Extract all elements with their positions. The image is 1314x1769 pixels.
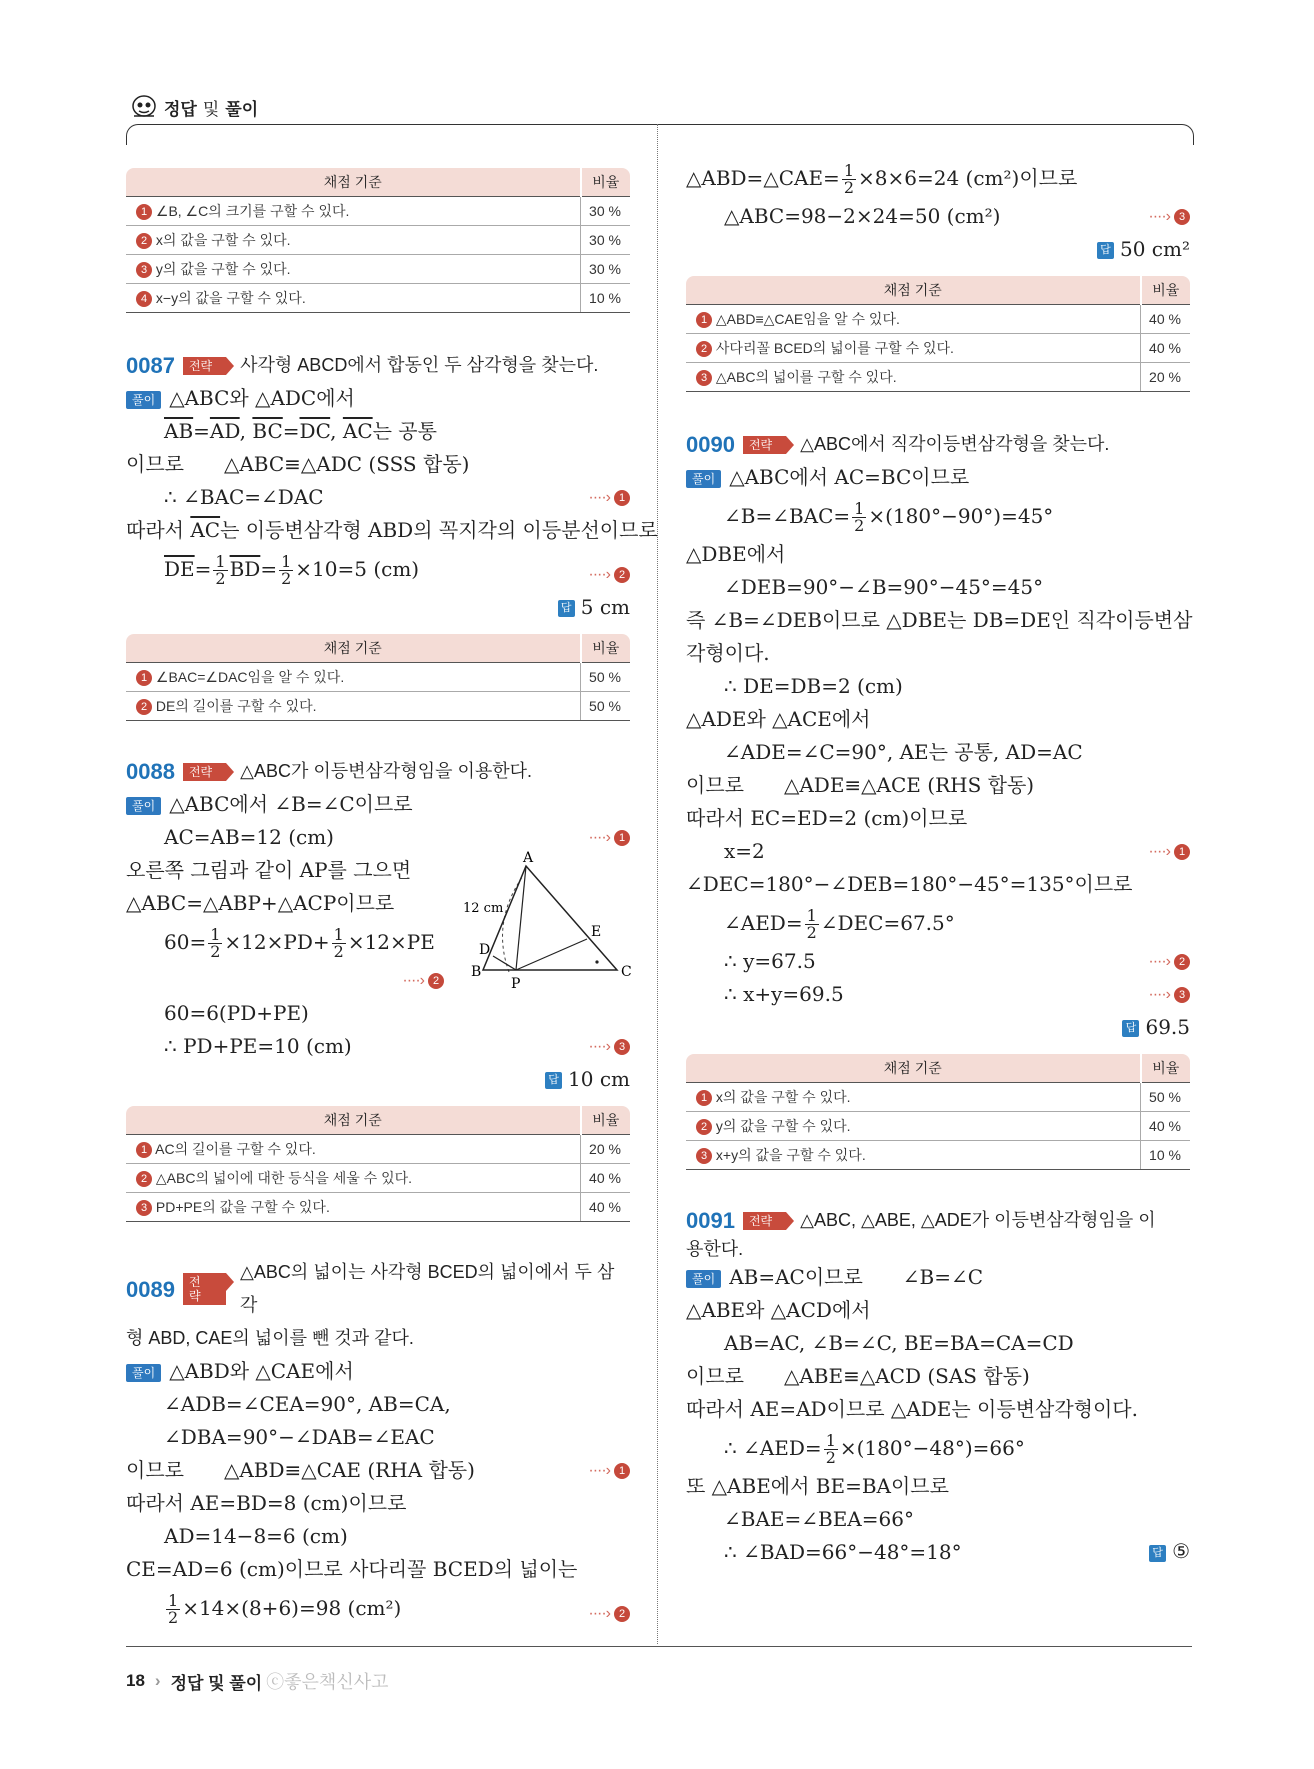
problem-number: 0091 (686, 1208, 735, 1233)
header-title-3: 풀이 (225, 99, 259, 119)
column-divider (657, 124, 658, 1644)
solution-line: 이므로 △ABC≡△ADC (SSS 합동) (126, 452, 470, 476)
table-row: 2 사다리꼴 BCED의 넓이를 구할 수 있다. 40 % (686, 334, 1190, 363)
chevron-right-icon: › (154, 1671, 161, 1690)
scoring-header: 채점 기준 (686, 276, 1141, 305)
scoring-table-0090 (686, 1054, 1190, 1170)
table-row: 1 x의 값을 구할 수 있다. 50 % (686, 1083, 1190, 1112)
criterion-text: y의 값을 구할 수 있다. (155, 261, 291, 277)
length-label: 12 cm (463, 901, 504, 916)
solution-line: ∴ DE=DB=2 (cm) (724, 674, 903, 698)
ratio-header: 비율 (1141, 276, 1191, 305)
answer-icon: 답 (545, 1072, 562, 1089)
solution-line: AD=14−8=6 (cm) (164, 1524, 348, 1548)
table-row (126, 255, 630, 284)
solution-line: ∠ADB=∠CEA=90°, AB=CA, (164, 1392, 451, 1416)
solution-line: ∠B=∠BAC= $\frac{1}{2}$ ×(180°−90°)=45° (724, 499, 1054, 535)
problem-0087-header (126, 349, 630, 382)
ratio-cell: 30 % (581, 197, 631, 226)
triangle-figure (463, 850, 636, 992)
page-header (130, 92, 258, 122)
step-badge: 2 (136, 233, 152, 249)
solution-line: △ABC에서 ∠B=∠C이므로 (169, 792, 413, 816)
table-row: 1 ∠BAC=∠DAC임을 알 수 있다. 50 % (126, 663, 630, 692)
solution-line: 이므로 △ADE≡△ACE (RHS 합동) (686, 773, 1035, 797)
answer-icon: 답 (558, 600, 575, 617)
table-row: 3 △ABC의 넓이를 구할 수 있다. 20 % (686, 363, 1190, 392)
solution-line: △ABE와 △ACD에서 (686, 1298, 871, 1322)
solution-line: 따라서 AE=BD=8 (cm)이므로 (126, 1491, 407, 1515)
scoring-table-0087 (126, 634, 630, 721)
problem-0088-header (126, 755, 630, 788)
scoring-table-0086 (126, 168, 630, 313)
solution-tag: 풀이 (686, 1270, 721, 1288)
answer-icon: 답 (1097, 242, 1114, 259)
strategy-tag: 전략 (743, 436, 786, 454)
table-row: 3 x+y의 값을 구할 수 있다. 10 % (686, 1141, 1190, 1170)
header-title-2: 및 (202, 99, 220, 119)
point-p-label: P (511, 976, 521, 992)
solution-line: 60= $\frac{1}{2}$ ×12×PD+ $\frac{1}{2}$ ×12×PE (164, 925, 435, 961)
solution-line: △ABC와 △ADC에서 (169, 386, 355, 410)
table-row (126, 197, 630, 226)
solution-line: AC=AB=12 (cm) ····› 1 (126, 821, 630, 854)
solution-line: ∴ PD+PE=10 (cm) ····› 3 (126, 1030, 630, 1063)
solution-line: 60=6(PD+PE) (164, 1001, 309, 1025)
solution-line: AB=AC, ∠B=∠C, BE=BA=CA=CD (724, 1331, 1074, 1355)
strategy-text: 사각형 ABCD에서 합동인 두 삼각형을 찾는다. (240, 355, 599, 375)
solution-tag: 풀이 (686, 470, 721, 488)
ratio-header: 비율 (581, 168, 631, 197)
problem-0090-header (686, 428, 1190, 461)
problem-number: 0090 (686, 432, 735, 457)
answer-0089: 답 50 cm² (686, 233, 1190, 266)
strategy-tag: 전략 (183, 1273, 226, 1305)
solution-line: 따라서 AE=AD이므로 △ADE는 이등변삼각형이다. (686, 1397, 1138, 1421)
solution-line: ∠ADE=∠C=90°, AE는 공통, AD=AC (724, 740, 1083, 764)
table-row: 2 DE의 길이를 구할 수 있다. 50 % (126, 692, 630, 721)
solution-line: △ABC=98−2×24=50 (cm²) ····› 3 (686, 200, 1190, 233)
solution-line: 따라서 $\overline{AC}$는 이등변삼각형 ABD의 꼭지각의 이등분선이므로 (126, 518, 658, 542)
table-row: 1 AC의 길이를 구할 수 있다. 20 % (126, 1135, 630, 1164)
page-footer (126, 1668, 388, 1694)
problem-number: 0088 (126, 759, 175, 784)
solution-line: ∴ ∠BAD=66°−48°=18° 답 ⑤ (724, 1540, 1190, 1564)
table-row: 2 △ABC의 넓이에 대한 등식을 세울 수 있다. 40 % (126, 1164, 630, 1193)
strategy-text: △ABC에서 직각이등변삼각형을 찾는다. (800, 434, 1110, 454)
solution-line: 각형이다. (686, 641, 770, 665)
ratio-header: 비율 (1141, 1054, 1191, 1083)
problem-number: 0089 (126, 1276, 175, 1302)
footer-title: 정답 및 풀이 (170, 1673, 263, 1693)
scoring-header: 채점 기준 (126, 634, 581, 663)
problem-number: 0087 (126, 353, 175, 378)
problem-0089-header (126, 1256, 630, 1322)
watermark: ⓒ좋은책신사고 (266, 1672, 389, 1692)
answer-0090: 답 69.5 (686, 1011, 1190, 1044)
scoring-header: 채점 기준 (126, 168, 581, 197)
strategy-text: △ABC가 이등변삼각형임을 이용한다. (240, 761, 533, 781)
scoring-header: 채점 기준 (686, 1054, 1141, 1083)
solution-line: ∠DEC=180°−∠DEB=180°−45°=135°이므로 (686, 872, 1133, 896)
step-badge: 1 (136, 204, 152, 220)
mascot-icon (130, 94, 158, 120)
solution-line: 또 △ABE에서 BE=BA이므로 (686, 1474, 949, 1498)
ratio-header: 비율 (581, 634, 631, 663)
solution-line: 즉 ∠B=∠DEB이므로 △DBE는 DB=DE인 직각이등변삼 (686, 608, 1193, 632)
strategy-tag: 전략 (743, 1212, 786, 1230)
scoring-table-0088 (126, 1106, 630, 1222)
criterion-text: x−y의 값을 구할 수 있다. (155, 290, 306, 306)
solution-line: CE=AD=6 (cm)이므로 사다리꼴 BCED의 넓이는 (126, 1557, 578, 1581)
ratio-header: 비율 (581, 1106, 631, 1135)
solution-line: 이므로 △ABD≡△CAE (RHA 합동) ····› 1 (126, 1454, 630, 1487)
solution-tag: 풀이 (126, 391, 161, 409)
scoring-header: 채점 기준 (126, 1106, 581, 1135)
strategy-text-cont: 용한다. (686, 1239, 744, 1259)
point-d-label: D (479, 942, 491, 958)
ratio-cell: 10 % (581, 284, 631, 313)
ratio-cell: 30 % (581, 226, 631, 255)
vertex-b-label: B (471, 964, 482, 980)
criterion-text: x의 값을 구할 수 있다. (155, 232, 291, 248)
vertex-c-label: C (621, 964, 632, 980)
solution-line: 오른쪽 그림과 같이 AP를 그으면 (126, 858, 412, 882)
solution-line: ∠AED= $\frac{1}{2}$ ∠DEC=67.5° (724, 906, 955, 942)
step-badge: 4 (136, 291, 152, 307)
answer-icon: 답 (1122, 1020, 1139, 1037)
table-row (126, 226, 630, 255)
page-number: 18 (126, 1671, 145, 1690)
step-marker: ····› 1 (588, 481, 630, 514)
scoring-table-0089 (686, 276, 1190, 392)
solution-line: AB=AC이므로 ∠B=∠C (729, 1265, 984, 1289)
answer-icon: 답 (1149, 1545, 1166, 1562)
problem-0091-header (686, 1204, 1190, 1237)
criterion-text: ∠B, ∠C의 크기를 구할 수 있다. (155, 203, 350, 219)
solution-line: 따라서 EC=ED=2 (cm)이므로 (686, 806, 968, 830)
solution-line: ∴ ∠BAC=∠DAC ····› 1 (126, 481, 630, 514)
solution-line: △ADE와 △ACE에서 (686, 707, 871, 731)
solution-line: △DBE에서 (686, 542, 786, 566)
solution-line: 이므로 △ABE≡△ACD (SAS 합동) (686, 1364, 1030, 1388)
strategy-tag: 전략 (183, 357, 226, 375)
solution-line: △ABD와 △CAE에서 (169, 1359, 354, 1383)
strategy-tag: 전략 (183, 763, 226, 781)
ratio-cell: 30 % (581, 255, 631, 284)
table-row (126, 284, 630, 313)
step-marker: ····› 2 (588, 553, 630, 597)
solution-line: ∴ y=67.5 ····› 2 (686, 945, 1190, 978)
solution-line: △ABC에서 AC=BC이므로 (729, 465, 970, 489)
point-e-label: E (591, 924, 602, 940)
footer-rule (126, 1646, 1192, 1647)
solution-line: ∠DBA=90°−∠DAB=∠EAC (164, 1425, 435, 1449)
solution-line: $\frac{1}{2}$ ×14×(8+6)=98 (cm²) ····› 2 (126, 1586, 630, 1630)
answer-0087: 답 5 cm (126, 591, 630, 624)
strategy-text-cont: 형 ABD, CAE의 넓이를 뺀 것과 같다. (126, 1328, 414, 1348)
solution-line: △ABC=△ABP+△ACP이므로 (126, 891, 395, 915)
vertex-a-label: A (523, 850, 534, 866)
table-row: 3 PD+PE의 값을 구할 수 있다. 40 % (126, 1193, 630, 1222)
header-title-1: 정답 (164, 99, 197, 119)
step-badge: 3 (136, 262, 152, 278)
solution-line: ∴ x+y=69.5 ····› 3 (686, 978, 1190, 1011)
left-column (126, 160, 658, 1630)
table-row: 2 y의 값을 구할 수 있다. 40 % (686, 1112, 1190, 1141)
solution-line: $\overline{AB}=\overline{AD}$, $\overline{BC}=\overline{DC}$, $\overline{AC}$는 공통 (164, 419, 437, 443)
solution-line: ∴ ∠AED= $\frac{1}{2}$ ×(180°−48°)=66° (724, 1431, 1025, 1467)
solution-line: △ABD=△CAE= $\frac{1}{2}$ ×8×6=24 (cm²)이므로 (686, 161, 1078, 197)
solution-line: x=2 ····› 1 (686, 835, 1190, 868)
strategy-text: △ABC의 넓이는 사각형 BCED의 넓이에서 두 삼각 (240, 1262, 615, 1315)
strategy-text: △ABC, △ABE, △ADE가 이등변삼각형임을 이 (800, 1210, 1156, 1230)
page-frame (126, 124, 1194, 145)
solution-line: ∠BAE=∠BEA=66° (724, 1507, 914, 1531)
solution-tag: 풀이 (126, 797, 161, 815)
table-row: 1 △ABD≡△CAE임을 알 수 있다. 40 % (686, 305, 1190, 334)
step-marker-line: ····› 2 (126, 964, 444, 997)
right-column (686, 156, 1193, 1569)
solution-tag: 풀이 (126, 1364, 161, 1382)
answer-0088: 답 10 cm (126, 1063, 630, 1096)
solution-line: ∠DEB=90°−∠B=90°−45°=45° (724, 575, 1044, 599)
solution-line: $\overline{DE}=$ $\frac{1}{2}$ $\overline{BD}=$ $\frac{1}{2}$ ×10=5 (cm) ····› 2 (126, 547, 630, 591)
